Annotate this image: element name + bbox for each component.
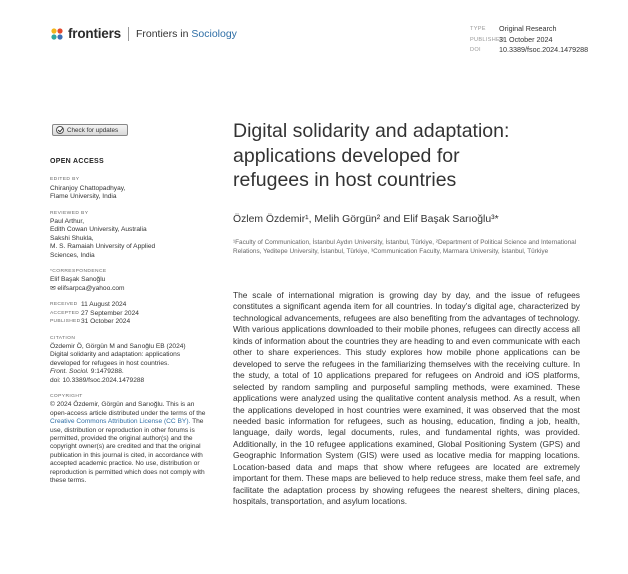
citation-line: Digital solidarity and adaptation: applications xyxy=(50,351,181,359)
title-line: refugees in host countries xyxy=(233,169,457,191)
reviewer-line: M. S. Ramaiah University of Applied xyxy=(50,243,156,251)
open-access-label: OPEN ACCESS xyxy=(50,158,104,165)
type-value: Original Research xyxy=(499,24,557,33)
reviewer-line: Paul Arthur, xyxy=(50,218,85,226)
citation-label: CITATION xyxy=(50,335,76,341)
check-icon xyxy=(56,126,64,134)
correspondence-email-row[interactable] xyxy=(50,285,210,293)
abstract: The scale of international migration is growing day by day, and the issue of refugees constitutes a significant agenda item for all countries. In today’s digital age, characterized by technological advancements, refugees are also benefiting from the advantages of technology. With various applications downloaded to their mobile phones, refugees can directly access all kinds of information about the countries they are heading to and even communicate with each other to share experiences. This study explores how mobile phone applications can be developed to serve the refugees in the familiarizing themselves with the receiving culture. In the study, a total of 10 applications prepared for refugees on Android and iOS platforms, selected by random sampling and purposeful sampling methods, were examined. These applications were analyzed using the qualitative content analysis method. As a result, when the applications developed in host countries were examined, it was observed that the most needed basic information for refugees, such as housing, education, finding a job, health, language, daily words, legal documents, rules, and fundamental rights, was provided. Additionally, in the 10 refugee applications examined, Global Positioning System (GPS) and Geographic Information System (GIS) were used as locative media for mapping locations. Location-based data and maps that show where refugees are located are extremely important for them. These maps are believed to help reduce stress, make them feel safe, and facilitate the adaptation process by showing refugees the nearest shelters, dining places, hospitals, transportation, and asylum locations. xyxy=(233,290,580,507)
header-divider xyxy=(128,27,129,41)
journal-name xyxy=(136,28,237,40)
journal-prefix: Frontiers in xyxy=(135,27,189,40)
reviewed-by-label: REVIEWED BY xyxy=(50,210,89,216)
title-line: applications developed for xyxy=(233,144,460,167)
citation-journal-line xyxy=(50,368,210,376)
edited-by-label: EDITED BY xyxy=(50,177,80,183)
citation-line: Özdemir Ö, Görgün M and Sarıoğlu EB (2024) xyxy=(50,342,186,350)
doi-value[interactable]: 10.3389/fsoc.2024.1479288 xyxy=(499,45,589,54)
article-title xyxy=(233,119,593,193)
copyright-label: COPYRIGHT xyxy=(50,393,83,399)
accepted-date: 27 September 2024 xyxy=(81,309,139,317)
citation-volume: 9:1479288. xyxy=(88,368,124,376)
correspondence-email[interactable]: elifsarpca@yahoo.com xyxy=(57,284,125,292)
brand-name: frontiers xyxy=(68,26,121,41)
copyright-post: The use, distribution or reproduction in other forums is permitted, provided the original author(s) and the copyright owner(s) are credited and that the original publication in this journal is cited, in accordance with accepted academic practice. No use, distribution or reproduction is permitted which does not comply with these terms. xyxy=(50,418,205,484)
affiliations: ¹Faculty of Communication, İstanbul Aydın University, İstanbul, Türkiye, ²Department of Political Science and International Relations, Yeditepe University, İstanbul, Türkiye, ³Communication Faculty, Marmara University, İstanbul, Türkiye xyxy=(233,239,577,255)
title-line: Digital solidarity and adaptation: xyxy=(233,120,510,142)
received-label: RECEIVED xyxy=(50,302,78,308)
reviewer-line: Sciences, India xyxy=(50,251,95,259)
doi-label: DOI xyxy=(470,47,481,53)
received-date: 11 August 2024 xyxy=(81,301,127,309)
citation-line: developed for refugees in host countries. xyxy=(50,359,170,367)
license-link[interactable]: Creative Commons Attribution License (CC BY). xyxy=(50,418,191,426)
type-label: TYPE xyxy=(470,26,486,32)
email-icon: ✉ xyxy=(50,284,56,292)
published-value: 31 October 2024 xyxy=(499,34,553,44)
journal-subject: Sociology xyxy=(191,27,237,40)
correspondence-name: Elif Başak Sanoğlu xyxy=(50,276,106,284)
journal-header xyxy=(50,26,237,41)
published-label: PUBLISHED xyxy=(470,36,505,43)
sidebar-published-date: 31 October 2024 xyxy=(81,318,131,326)
copyright-text xyxy=(50,401,210,485)
sidebar-published-label: PUBLISHED xyxy=(50,319,81,325)
check-for-updates-label: Check for updates xyxy=(67,126,119,134)
copyright-pre: © 2024 Özdemir, Görgün and Sarıoğlu. This is an open-access article distributed under the terms of the xyxy=(50,401,206,417)
citation-journal: Front. Sociol. xyxy=(50,368,89,376)
editor-name: Chiranjoy Chattopadhyay, xyxy=(50,184,126,192)
reviewer-line: Sakshi Shukla, xyxy=(50,234,94,242)
check-for-updates-button[interactable] xyxy=(52,124,128,136)
citation-doi: doi: 10.3389/fsoc.2024.1479288 xyxy=(50,376,145,384)
accepted-label: ACCEPTED xyxy=(50,310,80,316)
frontiers-logo-icon xyxy=(50,27,64,41)
reviewer-line: Edith Cowan University, Australia xyxy=(50,226,147,234)
sidebar xyxy=(50,158,210,485)
editor-affiliation: Flame University, India xyxy=(50,193,117,201)
article-meta xyxy=(470,24,588,56)
author-list: Özlem Özdemir¹, Melih Görgün² and Elif Başak Sarıoğlu³* xyxy=(233,214,499,225)
correspondence-label: *CORRESPONDENCE xyxy=(50,269,107,275)
